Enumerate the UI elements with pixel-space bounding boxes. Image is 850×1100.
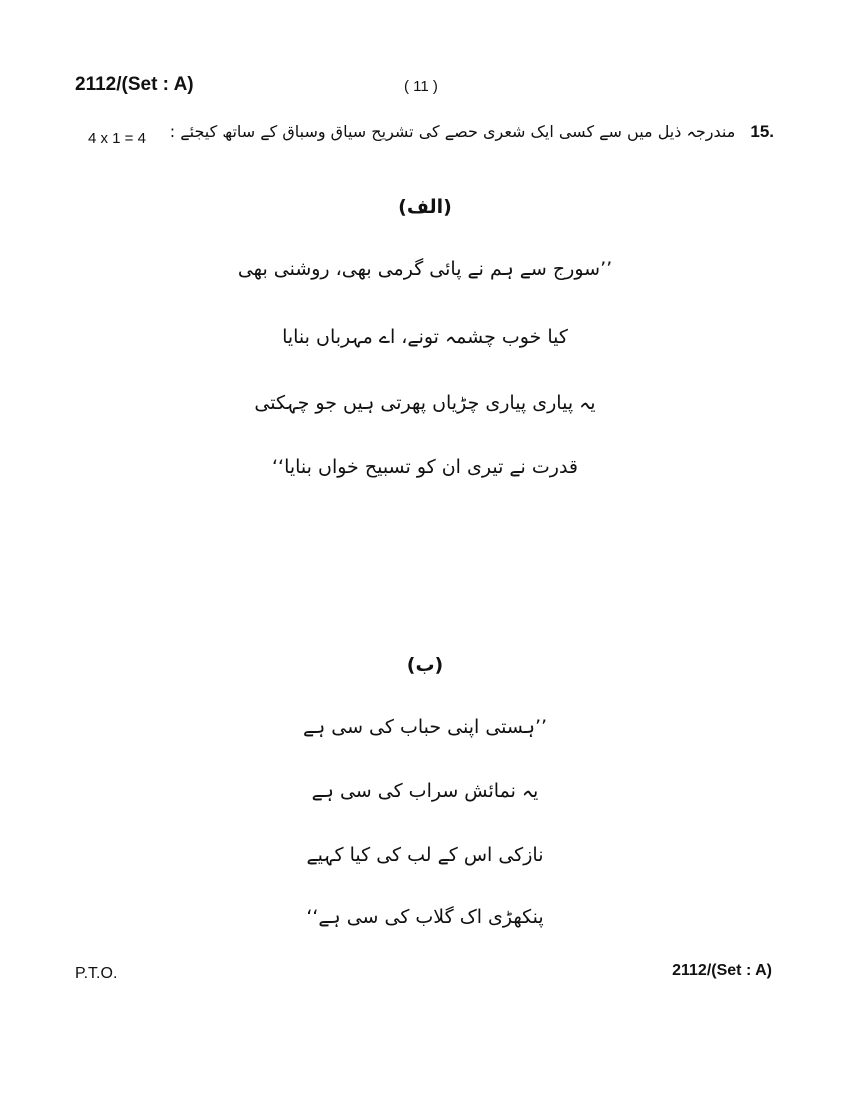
section-b-heading: (ب) [406,654,444,676]
question-row [170,122,774,142]
section-a-heading: (الف) [398,196,452,218]
poem-b-line-2: یہ نمائش سراب کی سی ہے [311,780,539,802]
poem-b-line-1: ’’ہستی اپنی حباب کی سی ہے [302,716,548,738]
poem-b-line-3: نازکی اس کے لب کی کیا کہیے [306,844,544,866]
poem-a-line-4: قدرت نے تیری ان کو تسبیح خواں بنایا‘‘ [271,456,578,478]
poem-a-line-1: ’’سورج سے ہم نے پائی گرمی بھی، روشنی بھی [237,258,613,280]
page-number: ( 11 ) [404,78,438,95]
poem-a-line-2: کیا خوب چشمہ تونے، اے مہرباں بنایا [282,326,568,348]
paper-code-header: 2112/(Set : A) [75,74,194,95]
pto-label: P.T.O. [75,965,118,982]
paper-code-footer: 2112/(Set : A) [672,962,772,979]
poem-b-line-4: پنکھڑی اک گلاب کی سی ہے‘‘ [306,906,544,928]
poem-a-line-3: یہ پیاری پیاری چڑیاں پھرتی ہیں جو چہکتی [254,392,596,414]
question-marks: 4 x 1 = 4 [88,130,146,147]
question-text: مندرجہ ذیل میں سے کسی ایک شعری حصے کی تشریح سیاق وسباق کے ساتھ کیجئے : [169,122,736,141]
question-number: 15. [750,122,774,141]
